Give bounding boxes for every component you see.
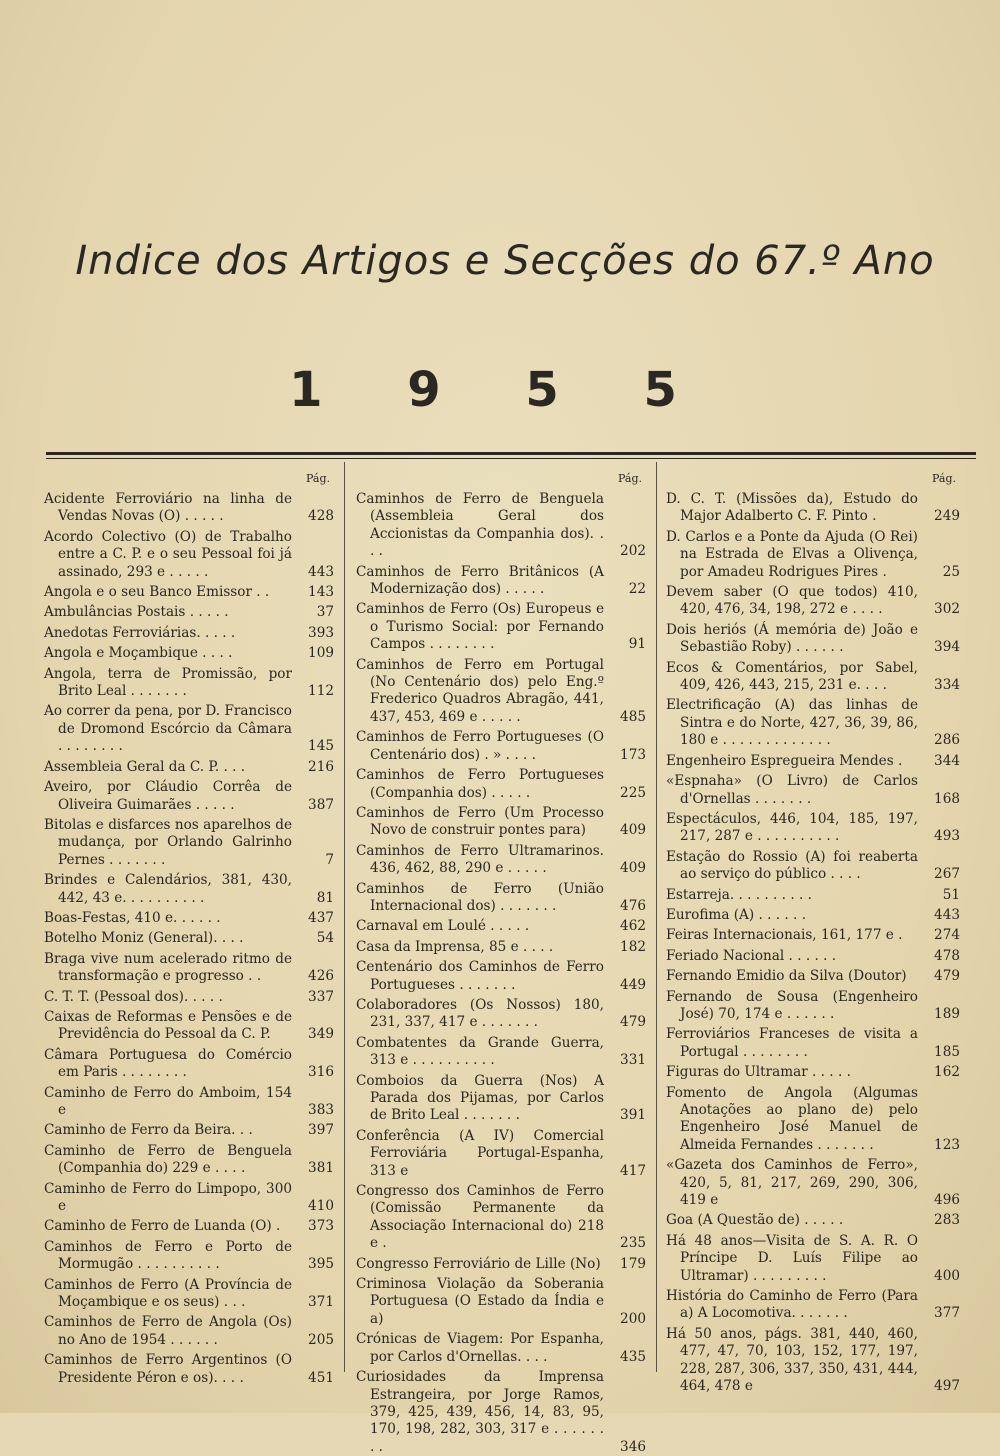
index-entry (666, 887, 960, 904)
entry-page-number: 205 (308, 1331, 334, 1348)
index-entry (44, 1277, 334, 1312)
entry-title: Caminhos de Ferro Portugueses (O Centenário dos) . » . . . . (356, 729, 604, 763)
entry-page-number: 145 (308, 738, 334, 755)
entry-title: Colaboradores (Os Nossos) 180, 231, 337, 417 e . . . . . . . (356, 996, 604, 1031)
entry-title: Caminhos de Ferro de Benguela (Assembleia Geral dos Accionistas da Companhia dos). . . . (356, 491, 604, 560)
index-entry (44, 1239, 334, 1274)
index-entry (666, 907, 960, 924)
index-entry (666, 660, 960, 695)
index-entry (666, 529, 960, 581)
entry-page-number: 235 (620, 1235, 646, 1252)
entry-page-number: 337 (308, 988, 334, 1005)
entry-title: Fernando de Sousa (Engenheiro José) 70, 174 e . . . . . . (666, 988, 918, 1022)
entry-title: Braga vive num acelerado ritmo de transformação e progresso . . (44, 950, 292, 985)
index-entry (44, 817, 334, 869)
index-entry (666, 1288, 960, 1323)
index-entry (44, 625, 334, 642)
index-entry (44, 584, 334, 601)
entry-title: D. C. T. (Missões da), Estudo do Major Adalberto C. F. Pinto . (666, 491, 918, 525)
entry-page-number: 249 (934, 508, 960, 525)
entry-title: Brindes e Calendários, 381, 430, 442, 43 e. . . . . . . . . . (44, 872, 292, 906)
entry-title: Curiosidades da Imprensa Estrangeira, por Jorge Ramos, 379, 425, 439, 456, 14, 83, 95, 170, 198, 282, 303, 317 e . . . . . . . . (356, 1369, 604, 1455)
entry-page-number: 443 (308, 563, 334, 580)
entry-page-number: 37 (316, 604, 334, 621)
index-entry (356, 729, 646, 764)
entry-title: Caminho de Ferro de Luanda (O) . (44, 1218, 281, 1235)
entry-page-number: 143 (308, 584, 334, 601)
index-entry (356, 491, 646, 561)
entry-title: Caminho de Ferro da Beira. . . (44, 1122, 253, 1139)
entry-title: Devem saber (O que todos) 410, 420, 476, 34, 198, 272 e . . . . (666, 584, 918, 618)
top-rule-thin (46, 458, 976, 459)
entry-page-number: 344 (934, 752, 960, 769)
entry-title: Dois heriós (Á memória de) João e Sebastião Roby) . . . . . . (666, 621, 918, 656)
entry-page-number: 182 (620, 938, 646, 955)
entry-title: Feriado Nacional . . . . . . (666, 947, 837, 964)
index-entry (666, 1026, 960, 1061)
index-entry (44, 1122, 334, 1139)
index-entry (666, 1233, 960, 1285)
entry-title: Angola e Moçambique . . . . (44, 645, 233, 662)
index-entry (666, 1326, 960, 1396)
entry-title: Estarreja. . . . . . . . . . (666, 886, 812, 903)
entry-title: Boas-Festas, 410 e. . . . . . (44, 909, 221, 926)
entry-page-number: 373 (308, 1218, 334, 1235)
index-column-3 (666, 470, 960, 1395)
index-entry (356, 564, 646, 599)
entry-page-number: 391 (620, 1107, 646, 1124)
entry-page-number: 478 (934, 947, 960, 964)
entry-title: Espectáculos, 446, 104, 185, 197, 217, 287 e . . . . . . . . . . (666, 810, 918, 845)
index-entry (666, 1157, 960, 1209)
entry-page-number: 7 (325, 851, 334, 868)
entry-page-number: 112 (308, 683, 334, 700)
entry-title: Há 50 anos, págs. 381, 440, 460, 477, 47, 70, 103, 152, 177, 197, 228, 287, 306, 337, 350, 431, 444, 464, 478 e (666, 1325, 918, 1395)
entry-page-number: 435 (620, 1348, 646, 1365)
entry-page-number: 409 (620, 822, 646, 839)
entry-page-number: 400 (934, 1267, 960, 1284)
index-entry (666, 811, 960, 846)
entry-title: Comboios da Guerra (Nos) A Parada dos Pijamas, por Carlos de Brito Leal . . . . . . . (356, 1072, 604, 1124)
entry-title: Congresso dos Caminhos de Ferro (Comissão Permanente da Associação Internacional do) 218 e . (356, 1183, 604, 1252)
entry-page-number: 22 (628, 581, 646, 598)
index-entry (666, 1064, 960, 1081)
index-entry (356, 1276, 646, 1328)
page-column-header: Pág. (305, 472, 330, 485)
entry-page-number: 316 (308, 1064, 334, 1081)
index-entry (44, 1009, 334, 1044)
entry-title: Caminhos de Ferro (Um Processo Novo de construir pontes para) (356, 804, 604, 839)
index-entry (44, 491, 334, 526)
index-entry (44, 1181, 334, 1216)
entry-page-number: 179 (620, 1255, 646, 1272)
index-entry (666, 948, 960, 965)
entry-page-number: 302 (934, 601, 960, 618)
index-entry (356, 657, 646, 727)
entry-title: Angola, terra de Promissão, por Brito Leal . . . . . . . (44, 665, 292, 700)
index-entry (44, 910, 334, 927)
index-entry (44, 703, 334, 755)
index-entry (356, 997, 646, 1032)
entry-page-number: 496 (934, 1192, 960, 1209)
entry-title: Assembleia Geral da C. P. . . . (44, 758, 246, 775)
entry-page-number: 451 (308, 1369, 334, 1386)
index-entry (44, 529, 334, 581)
index-entry (666, 622, 960, 657)
entry-title: Acidente Ferroviário na linha de Vendas Novas (O) . . . . . (44, 491, 292, 525)
entry-page-number: 200 (620, 1310, 646, 1327)
entry-title: Caminho de Ferro de Benguela (Companhia do) 229 e . . . . (44, 1142, 292, 1177)
entry-page-number: 283 (934, 1212, 960, 1229)
entry-title: Crónicas de Viagem: Por Espanha, por Carlos d'Ornellas. . . . (356, 1331, 604, 1365)
entry-title: Ao correr da pena, por D. Francisco de Dromond Escórcio da Câmara . . . . . . . . (44, 703, 292, 755)
page-column-header: Pág. (931, 472, 956, 485)
index-entry (356, 918, 646, 935)
entry-page-number: 426 (308, 968, 334, 985)
column-divider (344, 462, 345, 1372)
column-divider (656, 462, 657, 1372)
entry-page-number: 449 (620, 976, 646, 993)
index-entry (356, 1183, 646, 1253)
entry-title: Fernando Emidio da Silva (Doutor) (666, 968, 907, 985)
index-entry (356, 1073, 646, 1125)
top-rule (46, 452, 976, 455)
entry-title: Ecos & Comentários, por Sabel, 409, 426, 443, 215, 231 e. . . . (666, 659, 918, 694)
entry-title: Criminosa Violação da Soberania Portuguesa (O Estado da Índia e a) (356, 1276, 604, 1327)
index-entry (666, 849, 960, 884)
index-entry (44, 1047, 334, 1082)
entry-title: C. T. T. (Pessoal dos). . . . . (44, 988, 223, 1005)
entry-page-number: 371 (308, 1294, 334, 1311)
index-entry (44, 645, 334, 662)
entry-title: Bitolas e disfarces nos aparelhos de mudança, por Orlando Galrinho Pernes . . . . . . . (44, 816, 292, 868)
entry-title: Caminhos de Ferro e Porto de Mormugão . . . . . . . . . . (44, 1238, 292, 1273)
entry-title: Combatentes da Grande Guerra, 313 e . . . . . . . . . . (356, 1034, 604, 1069)
entry-page-number: 109 (308, 645, 334, 662)
entry-page-number: 476 (620, 897, 646, 914)
entry-title: Caminho de Ferro do Limpopo, 300 e (44, 1180, 292, 1215)
index-entry (356, 1128, 646, 1180)
index-entry (44, 1085, 334, 1120)
entry-title: Caminhos de Ferro (Os) Europeus e o Turismo Social: por Fernando Campos . . . . . . . . (356, 601, 604, 653)
entry-title: Há 48 anos—Visita de S. A. R. O Príncipe D. Luís Filipe ao Ultramar) . . . . . . . . . (666, 1232, 918, 1284)
entry-title: Botelho Moniz (General). . . . (44, 930, 244, 947)
entry-page-number: 437 (308, 909, 334, 926)
entry-page-number: 417 (620, 1162, 646, 1179)
entry-title: Electrificação (A) das linhas de Sintra e do Norte, 427, 36, 39, 86, 180 e . . . . . . . . . . . . . (666, 697, 918, 749)
index-entry (44, 872, 334, 907)
entry-page-number: 397 (308, 1122, 334, 1139)
entry-page-number: 493 (934, 828, 960, 845)
entry-page-number: 286 (934, 732, 960, 749)
year-heading: 1 9 5 5 (289, 362, 711, 418)
entry-page-number: 410 (308, 1198, 334, 1215)
entry-page-number: 334 (934, 677, 960, 694)
entry-title: Estação do Rossio (A) foi reaberta ao serviço do público . . . . (666, 848, 918, 883)
index-entry (666, 1212, 960, 1229)
entry-title: Goa (A Questão de) . . . . . (666, 1212, 844, 1229)
index-entry (44, 779, 334, 814)
entry-page-number: 497 (934, 1378, 960, 1395)
index-entry (44, 930, 334, 947)
index-entry (356, 843, 646, 878)
entry-title: «Espnaha» (O Livro) de Carlos d'Ornellas . . . . . . . (666, 773, 918, 807)
entry-page-number: 331 (620, 1052, 646, 1069)
entry-title: Engenheiro Espregueira Mendes . (666, 752, 903, 769)
entry-title: Congresso Ferroviário de Lille (No) (356, 1255, 601, 1272)
entry-title: Conferência (A IV) Comercial Ferroviária Portugal-Espanha, 313 e (356, 1127, 604, 1179)
index-entry (356, 805, 646, 840)
entry-title: Caminhos de Ferro Britânicos (A Modernização dos) . . . . . (356, 563, 604, 598)
index-entry (666, 753, 960, 770)
entry-title: Caminhos de Ferro (União Internacional dos) . . . . . . . (356, 880, 604, 914)
entry-title: Ferroviários Franceses de visita a Portugal . . . . . . . . (666, 1026, 918, 1060)
entry-title: Anedotas Ferroviárias. . . . . (44, 624, 236, 641)
index-entry (44, 1143, 334, 1178)
entry-page-number: 381 (308, 1160, 334, 1177)
entry-page-number: 54 (316, 930, 334, 947)
entry-title: Acordo Colectivo (O) de Trabalho entre a C. P. e o seu Pessoal foi já assinado, 293 e . . . . . (44, 528, 292, 580)
index-entry (356, 881, 646, 916)
index-entry (44, 604, 334, 621)
page-column-header: Pág. (617, 472, 642, 485)
index-column-2 (356, 470, 646, 1455)
index-entry (44, 759, 334, 776)
entry-page-number: 387 (308, 796, 334, 813)
index-entry (44, 951, 334, 986)
entry-page-number: 202 (620, 543, 646, 560)
index-entry (666, 584, 960, 619)
entry-title: Casa da Imprensa, 85 e . . . . (356, 938, 554, 955)
index-entry (356, 601, 646, 653)
entry-title: Aveiro, por Cláudio Corrêa de Oliveira Guimarães . . . . . (44, 779, 292, 813)
index-entry (666, 989, 960, 1024)
entry-title: Caminhos de Ferro em Portugal (No Centenário dos) pelo Eng.º Frederico Quadros Abragão, 441, 437, 453, 469 e . . . . . (356, 656, 604, 725)
entry-page-number: 216 (308, 758, 334, 775)
index-entry (44, 989, 334, 1006)
entry-title: Caixas de Reformas e Pensões e de Previdência do Pessoal da C. P. (44, 1008, 292, 1043)
index-entry (356, 959, 646, 994)
index-entry (666, 968, 960, 985)
entry-title: Fomento de Angola (Algumas Anotações ao plano de) pelo Engenheiro José Manuel de Almeida Fernandes . . . . . . . (666, 1084, 918, 1153)
entry-title: Caminhos de Ferro Ultramarinos. 436, 462, 88, 290 e . . . . . (356, 842, 604, 877)
page-title: Indice dos Artigos e Secções do 67.º Ano (75, 238, 935, 284)
entry-page-number: 189 (934, 1005, 960, 1022)
index-entry (356, 939, 646, 956)
entry-page-number: 81 (316, 889, 334, 906)
entry-page-number: 479 (934, 968, 960, 985)
entry-title: Eurofima (A) . . . . . . (666, 906, 807, 923)
entry-page-number: 123 (934, 1136, 960, 1153)
entry-page-number: 274 (934, 927, 960, 944)
index-entry (356, 767, 646, 802)
entry-title: História do Caminho de Ferro (Para a) A Locomotiva. . . . . . . (666, 1288, 918, 1322)
index-entry (666, 927, 960, 944)
entry-page-number: 173 (620, 746, 646, 763)
index-entry (44, 666, 334, 701)
index-column-1 (44, 470, 334, 1386)
index-entry (356, 1331, 646, 1366)
index-entry (356, 1035, 646, 1070)
index-entry (44, 1314, 334, 1349)
entry-title: Figuras do Ultramar . . . . . (666, 1064, 851, 1081)
entry-page-number: 395 (308, 1256, 334, 1273)
entry-page-number: 377 (934, 1305, 960, 1322)
entry-page-number: 91 (628, 636, 646, 653)
entry-page-number: 185 (934, 1043, 960, 1060)
entry-page-number: 168 (934, 790, 960, 807)
index-entry (44, 1352, 334, 1387)
index-entry (666, 697, 960, 749)
entry-title: Carnaval em Loulé . . . . . (356, 918, 530, 935)
entry-title: D. Carlos e a Ponte da Ajuda (O Rei) na Estrada de Elvas a Olivença, por Amadeu Rodrigues Pires . (666, 528, 918, 580)
entry-title: Centenário dos Caminhos de Ferro Portugueses . . . . . . . (356, 959, 604, 993)
entry-page-number: 462 (620, 918, 646, 935)
entry-title: «Gazeta dos Caminhos de Ferro», 420, 5, 81, 217, 269, 290, 306, 419 e (666, 1157, 918, 1209)
entry-title: Caminhos de Ferro Portugueses (Companhia dos) . . . . . (356, 767, 604, 801)
entry-page-number: 394 (934, 639, 960, 656)
entry-page-number: 346 (620, 1438, 646, 1455)
entry-title: Feiras Internacionais, 161, 177 e . (666, 927, 903, 944)
entry-page-number: 25 (942, 563, 960, 580)
entry-page-number: 51 (942, 886, 960, 903)
entry-page-number: 393 (308, 624, 334, 641)
index-entry (44, 1218, 334, 1235)
entry-page-number: 383 (308, 1102, 334, 1118)
entry-page-number: 428 (308, 508, 334, 525)
index-entry (666, 1085, 960, 1155)
entry-page-number: 225 (620, 784, 646, 801)
entry-title: Caminho de Ferro do Amboim, 154 e (44, 1084, 292, 1118)
entry-title: Caminhos de Ferro de Angola (Os) no Ano de 1954 . . . . . . (44, 1314, 292, 1348)
entry-page-number: 349 (308, 1026, 334, 1043)
entry-title: Ambulâncias Postais . . . . . (44, 604, 229, 621)
entry-page-number: 162 (934, 1064, 960, 1081)
entry-title: Caminhos de Ferro Argentinos (O Presidente Péron e os). . . . (44, 1352, 292, 1386)
entry-title: Câmara Portuguesa do Comércio em Paris . . . . . . . . (44, 1046, 292, 1081)
entry-page-number: 479 (620, 1014, 646, 1031)
index-entry (666, 491, 960, 526)
entry-title: Caminhos de Ferro (A Província de Moçambique e os seus) . . . (44, 1276, 292, 1311)
entry-page-number: 443 (934, 906, 960, 923)
index-entry (666, 773, 960, 808)
entry-page-number: 267 (934, 866, 960, 883)
index-entry (356, 1256, 646, 1273)
entry-title: Angola e o seu Banco Emissor . . (44, 584, 270, 601)
entry-page-number: 409 (620, 860, 646, 877)
entry-page-number: 485 (620, 708, 646, 725)
